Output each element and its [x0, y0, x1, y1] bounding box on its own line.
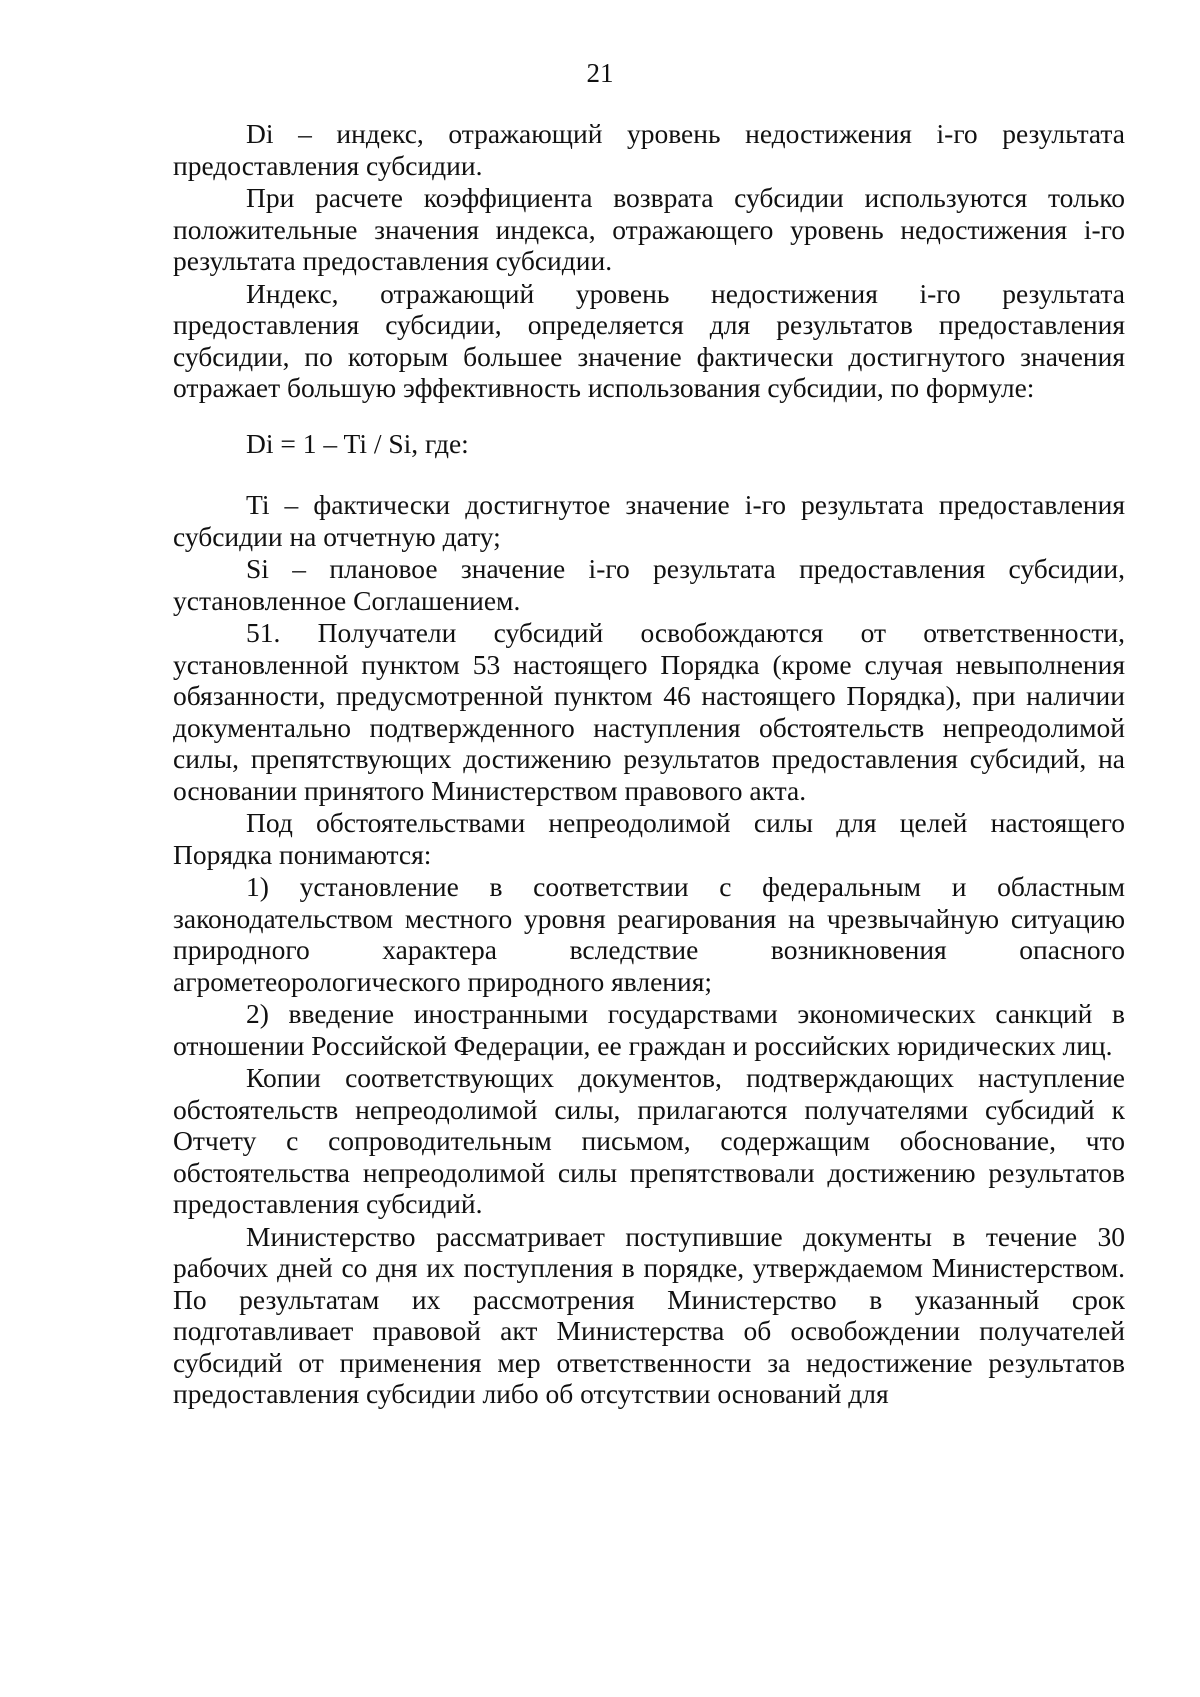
document-body	[173, 118, 1125, 1411]
paragraph-positive-values: При расчете коэффициента возврата субсидии используются только положительные значения индекса, отражающего уровень недостижения i-го результата предоставления субсидии.	[173, 182, 1125, 276]
paragraph-force-majeure-intro: Под обстоятельствами непреодолимой силы для целей настоящего Порядка понимаются:	[173, 807, 1125, 870]
paragraph-document-copies: Копии соответствующих документов, подтверждающих наступление обстоятельств непреодолимой силы, прилагаются получателями субсидий к Отчету с сопроводительным письмом, содержащим обоснование, что обстоятельства непреодолимой силы препятствовали достижению результатов предоставления субсидий.	[173, 1062, 1125, 1219]
paragraph-si-definition: Si – плановое значение i-го результата предоставления субсидии, установленное Соглашением.	[173, 553, 1125, 616]
paragraph-item-51: 51. Получатели субсидий освобождаются от ответственности, установленной пунктом 53 настоящего Порядка (кроме случая невыполнения обязанности, предусмотренной пунктом 46 настоящего Порядка), при наличии документально подтвержденного наступления обстоятельств непреодолимой силы, препятствующих достижению результатов предоставления субсидий, на основании принятого Министерством правового акта.	[173, 617, 1125, 806]
paragraph-index-definition: Индекс, отражающий уровень недостижения i-го результата предоставления субсидии, определяется для результатов предоставления субсидии, по которым большее значение фактически достигнутого значения отражает большую эффективность использования субсидии, по формуле:	[173, 277, 1125, 403]
page-number: 21	[586, 58, 614, 88]
paragraph-di-definition: Di – индекс, отражающий уровень недостижения i-го результата предоставления субсидии.	[173, 118, 1125, 181]
list-item-2: 2) введение иностранными государствами экономических санкций в отношении Российской Федерации, ее граждан и российских юридических лиц.	[173, 998, 1125, 1061]
formula: Di = 1 – Ti / Si, где:	[246, 427, 469, 459]
paragraph-ti-definition: Ti – фактически достигнутое значение i-го результата предоставления субсидии на отчетную дату;	[173, 489, 1125, 552]
paragraph-ministry-review: Министерство рассматривает поступившие документы в течение 30 рабочих дней со дня их поступления в порядке, утверждаемом Министерством. По результатам их рассмотрения Министерство в указанный срок подготавливает правовой акт Министерства об освобождении получателей субсидий от применения мер ответственности за недостижение результатов предоставления субсидии либо об отсутствии оснований для	[173, 1220, 1125, 1409]
list-item-1: 1) установление в соответствии с федеральным и областным законодательством местного уровня реагирования на чрезвычайную ситуацию природного характера вследствие возникновения опасного агрометеорологического природного явления;	[173, 871, 1125, 997]
